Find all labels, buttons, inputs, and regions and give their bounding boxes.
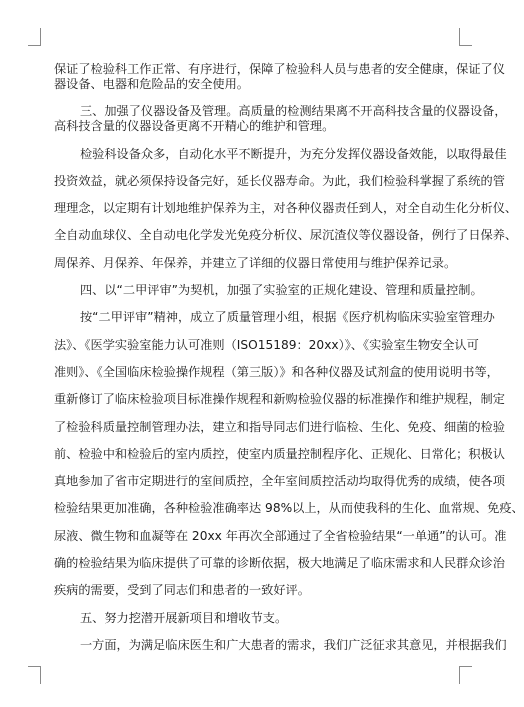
section-heading-quality-control [54,283,483,298]
text-line: 三、加强了仪器设备及管理。高质量的检测结果离不开高科技含量的仪器设备， [80,104,507,119]
text-line: 真地参加了省市定期进行的室间质控，全年室间质控活动均取得优秀的成绩，使各项 [54,474,505,489]
section-heading-new-projects [54,611,452,626]
crop-mark-bottom-left-vertical [40,666,41,684]
text-line: 器设备、电器和危险品的安全使用。 [54,77,249,91]
text-line: 全自动血球仪、全自动电化学发光免疫分析仪、尿沉渣仪等仪器设备，例行了日保养、 [54,228,518,243]
text-line: 前、检验中和检验后的室内质控，使室内质量控制程序化、正规化、日常化；积极认 [54,446,505,461]
crop-mark-top-left-vertical [40,28,41,46]
text-line: 检验科设备众多，自动化水平不断提升，为充分发挥仪器设备效能，以取得最佳 [80,146,507,161]
text-line: 周保养、月保养、年保养，并建立了详细的仪器日常使用与维护保养记录。 [54,255,457,270]
text-line: 四、以“二甲评审”为契机，加强了实验室的正规化建设、管理和质量控制。 [80,283,483,298]
paragraph-new-projects [54,637,507,653]
paragraph-safety-conclusion [54,62,505,92]
text-line: 一方面，为满足临床医生和广大患者的需求，我们广泛征求其意见，并根据我们 [80,637,507,652]
crop-mark-bottom-right-horizontal [459,666,472,667]
text-line: 投资效益，就必须保持设备完好，延长仪器寿命。为此，我们检验科掌握了系统的管 [54,173,505,188]
paragraph-quality-control [54,310,524,598]
text-line: 按“二甲评审”精神，成立了质量管理小组，根据《医疗机构临床实验室管理办 [80,310,495,325]
text-line: 了检验科质量控制管理办法，建立和指导同志们进行临检、生化、免疫、细菌的检验 [54,419,505,434]
text-line: 确的检验结果为临床提供了可靠的诊断依据，极大地满足了临床需求和人民群众诊治 [54,556,505,571]
text-line: 保证了检验科工作正常、有序进行，保障了检验科人员与患者的安全健康，保证了仪 [54,62,505,76]
crop-mark-bottom-left-horizontal [28,666,41,667]
text-line: 五、努力挖潜开展新项目和增收节支。 [80,610,288,625]
text-line: 检验结果更加准确，各种检验准确率达 98%以上，从而使我科的生化、血常规、免疫、 [54,501,524,516]
text-line: 高科技含量的仪器设备更离不开精心的维护和管理。 [54,119,335,134]
text-line: 理理念，以定期有计划地维护保养为主，对各种仪器责任到人，对全自动生化分析仪、 [54,201,518,216]
text-line: 尿液、微生物和血凝等在 20xx 年再次全部通过了全省检验结果“一单通”的认可。准 [54,528,507,543]
section-heading-equipment [54,104,507,134]
text-line: 准则》、《全国临床检验操作规程（第三版）》和各种仪器及试剂盒的使用说明书等， [54,364,499,379]
crop-mark-bottom-right-vertical [459,666,460,684]
crop-mark-top-left-horizontal [28,45,41,46]
text-line: 法》、《医学实验室能力认可准则（ISO15189：20xx）》、《实验室生物安全认可 [54,337,479,352]
crop-mark-top-right-horizontal [459,45,472,46]
text-line: 疾病的需要，受到了同志们和患者的一致好评。 [54,583,310,598]
document-body [54,62,524,653]
paragraph-equipment-maintenance [54,146,518,271]
text-line: 重新修订了临床检验项目标准操作规程和新购检验仪器的标准操作和维护规程，制定 [54,392,505,407]
crop-mark-top-right-vertical [459,28,460,46]
